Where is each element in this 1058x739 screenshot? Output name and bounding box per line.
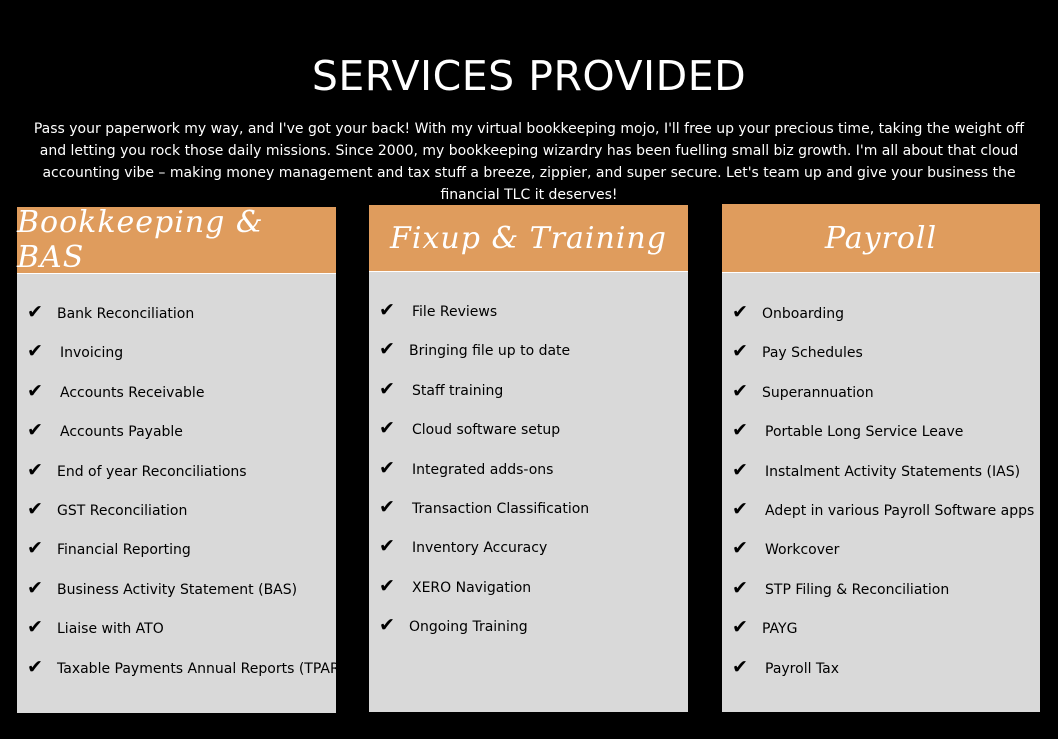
list-item [17,655,346,695]
list-item [722,656,1040,695]
list-item [17,498,336,537]
item-label: Bringing file up to date [409,343,571,360]
list-item [722,577,1040,616]
list-item [722,301,1040,340]
item-label: GST Reconciliation [57,502,188,519]
card-title: Fixup & Training [390,220,667,256]
list-item [369,575,688,614]
check-icon: ✔ [732,379,748,402]
check-icon: ✔ [379,338,395,361]
list-item [17,537,336,576]
list-item [722,459,1040,498]
card-title: Payroll [824,220,938,256]
list-item [722,380,1040,419]
item-label: End of year Reconciliations [57,463,247,480]
list-item [722,498,1040,537]
item-label: Transaction Classification [412,500,590,517]
item-label: XERO Navigation [412,579,532,596]
card-header [17,207,336,274]
list-item [722,616,1040,655]
check-icon: ✔ [379,614,395,637]
check-icon: ✔ [379,456,395,479]
page-title: SERVICES PROVIDED [311,52,747,100]
check-icon: ✔ [379,574,395,597]
check-icon: ✔ [732,576,748,599]
check-icon: ✔ [379,417,395,440]
item-label: Inventory Accuracy [412,540,548,557]
card-payroll [722,204,1040,712]
check-icon: ✔ [27,340,43,363]
item-label: Adept in various Payroll Software apps [765,502,1035,519]
list-item [17,419,336,458]
check-icon: ✔ [732,458,748,481]
check-icon: ✔ [27,301,43,323]
check-icon: ✔ [732,419,748,442]
service-list [369,299,688,654]
service-list [17,301,346,695]
item-label: Invoicing [60,345,124,362]
item-label: Payroll Tax [765,660,840,677]
check-icon: ✔ [27,537,43,560]
check-icon: ✔ [379,377,395,400]
list-item [369,614,688,653]
check-icon: ✔ [27,576,43,599]
item-label: Ongoing Training [409,619,528,636]
check-icon: ✔ [732,497,748,520]
item-label: Taxable Payments Annual Reports (TPAR) [57,660,346,677]
check-icon: ✔ [732,537,748,560]
item-label: Workcover [765,542,840,559]
list-item [17,301,336,340]
list-item [369,299,688,338]
item-label: Liaise with ATO [57,621,164,638]
list-item [722,419,1040,458]
item-label: Instalment Activity Statements (IAS) [765,463,1021,480]
list-item [722,340,1040,379]
item-label: Cloud software setup [412,422,561,439]
check-icon: ✔ [27,379,43,402]
item-label: STP Filing & Reconciliation [765,581,950,598]
item-label: Onboarding [762,306,844,322]
list-item [369,338,688,377]
check-icon: ✔ [27,419,43,442]
check-icon: ✔ [379,299,395,321]
service-list [722,301,1040,695]
check-icon: ✔ [732,340,748,363]
item-label: Staff training [412,382,504,399]
item-label: Superannuation [762,384,874,401]
item-label: Bank Reconciliation [57,306,195,322]
list-item [17,380,336,419]
card-header [722,204,1040,273]
check-icon: ✔ [27,458,43,481]
check-icon: ✔ [27,655,43,678]
list-item [369,378,688,417]
list-item [369,535,688,574]
list-item [369,417,688,456]
item-label: Accounts Receivable [60,384,205,401]
item-label: Financial Reporting [57,542,191,559]
item-label: PAYG [762,621,798,638]
check-icon: ✔ [732,655,748,678]
item-label: Business Activity Statement (BAS) [57,581,298,598]
list-item [17,616,336,655]
check-icon: ✔ [27,616,43,639]
list-item [369,457,688,496]
item-label: File Reviews [412,304,498,320]
card-fixup-training [369,205,688,712]
check-icon: ✔ [732,301,748,323]
list-item [17,577,336,616]
item-label: Accounts Payable [60,424,183,441]
item-label: Integrated adds-ons [412,461,554,478]
list-item [369,496,688,535]
check-icon: ✔ [27,497,43,520]
item-label: Portable Long Service Leave [765,424,964,441]
card-title: Bookkeeping & BAS [17,205,264,275]
list-item [17,459,336,498]
intro-text: Pass your paperwork my way, and I've got your back! With my virtual bookkeeping mojo, I'll free up your precious time, taking the weight off and letting you rock those daily missions. Since 2000, my bookkeeping wizardry has been fuelling small biz growth. I'm all about that cloud accounting vibe – making money management and tax stuff a breeze, zippier, and super secure. Let's team up and give your business the financial TLC it deserves! [33,121,1025,203]
check-icon: ✔ [379,535,395,558]
check-icon: ✔ [732,616,748,639]
list-item [17,340,336,379]
list-item [722,537,1040,576]
check-icon: ✔ [379,495,395,518]
item-label: Pay Schedules [762,345,863,362]
card-bookkeeping [17,205,346,713]
card-header [369,205,688,272]
